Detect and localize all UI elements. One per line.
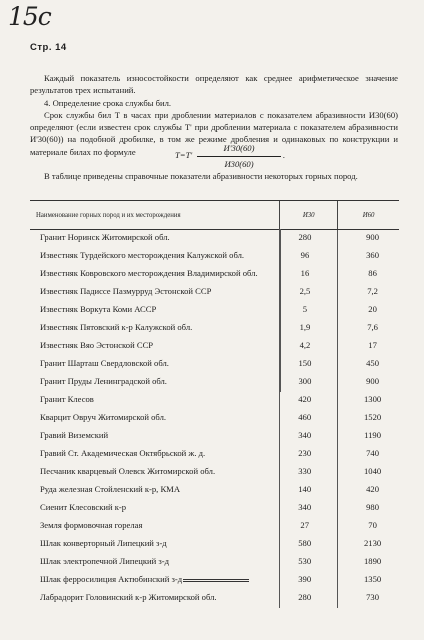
table-row xyxy=(30,230,399,249)
page-number-label: Стр. 14 xyxy=(30,42,67,53)
i30-cell: 150 xyxy=(280,356,338,374)
table-row xyxy=(30,302,399,320)
i30-cell: 96 xyxy=(280,248,338,266)
abrasiveness-table xyxy=(30,200,399,608)
table-row xyxy=(30,320,399,338)
table-row xyxy=(30,428,399,446)
table-row xyxy=(30,410,399,428)
i60-cell: 740 xyxy=(338,446,399,464)
formula-lhs: T=T' xyxy=(175,150,193,160)
i30-cell: 230 xyxy=(280,446,338,464)
header-i60: И60 xyxy=(338,201,399,230)
i60-cell: 86 xyxy=(338,266,399,284)
formula-numerator: И'30(60) xyxy=(223,143,255,153)
i60-cell: 1190 xyxy=(338,428,399,446)
i30-cell: 16 xyxy=(280,266,338,284)
table-row xyxy=(30,266,399,284)
i60-cell: 7,2 xyxy=(338,284,399,302)
table-header-row xyxy=(30,201,399,230)
i30-cell: 5 xyxy=(280,302,338,320)
rock-name-cell: Известняк Вяо Эстонской ССР xyxy=(40,340,154,350)
table-row xyxy=(30,356,399,374)
i30-cell: 4,2 xyxy=(280,338,338,356)
table-row xyxy=(30,446,399,464)
i30-cell: 580 xyxy=(280,536,338,554)
table-row xyxy=(30,518,399,536)
i30-cell: 140 xyxy=(280,482,338,500)
i30-cell: 390 xyxy=(280,572,338,590)
table-row xyxy=(30,248,399,266)
rock-name-cell: Известняк Падиссе Пазмурруд Эстонской ССР xyxy=(40,286,212,296)
i60-cell: 1300 xyxy=(338,392,399,410)
service-life-formula xyxy=(175,143,295,173)
i60-cell: 980 xyxy=(338,500,399,518)
rock-name-cell: Руда железная Стойленский к-р, КМА xyxy=(40,484,181,494)
rock-name-cell: Гранит Клесов xyxy=(40,394,94,404)
section-heading-service-life: 4. Определение срока службы бил. xyxy=(44,98,172,108)
i60-cell: 1040 xyxy=(338,464,399,482)
i60-cell: 1890 xyxy=(338,554,399,572)
rock-name-cell: Кварцит Овруч Житомирской обл. xyxy=(40,412,167,422)
i30-cell: 420 xyxy=(280,392,338,410)
header-i30: И30 xyxy=(280,201,338,230)
i60-cell: 450 xyxy=(338,356,399,374)
i30-cell: 2,5 xyxy=(280,284,338,302)
paragraph-wear-resistance: Каждый показатель износостойкости определяют как среднее арифметическое значение результатов трех испытаний. xyxy=(30,73,398,96)
i60-cell: 2130 xyxy=(338,536,399,554)
table-row xyxy=(30,338,399,356)
i60-cell: 17 xyxy=(338,338,399,356)
rock-name-cell: Сиенит Клесовский к-р xyxy=(40,502,127,512)
i30-cell: 280 xyxy=(280,590,338,608)
i60-cell: 7,6 xyxy=(338,320,399,338)
header-rock-name: Наименование горных пород и их месторождения xyxy=(30,201,280,230)
i60-cell: 730 xyxy=(338,590,399,608)
formula-end: . xyxy=(283,150,286,160)
i30-cell: 340 xyxy=(280,500,338,518)
rock-name-cell: Известняк Пятовский к-р Калужской обл. xyxy=(40,322,193,332)
rock-name-cell: Шлак ферросилиция Актюбинский з-д xyxy=(40,574,183,584)
rock-name-cell: Гравий Ст. Академическая Октябрьской ж. д. xyxy=(40,448,206,458)
rock-name-cell: Гранит Норинск Житомирской обл. xyxy=(40,232,170,242)
i30-cell: 300 xyxy=(280,374,338,392)
table-row xyxy=(30,554,399,572)
rock-name-cell: Шлак электропечной Липецкий з-д xyxy=(40,556,170,566)
formula-fraction-bar xyxy=(197,156,281,157)
i60-cell: 1350 xyxy=(338,572,399,590)
paragraph-service-life-method: Срок службы бил T в часах при дроблении материалов с показателем абразивности И30(60) определяют (если известен срок службы T' при дроблении материала с показателем абразивности И'30(60)) на подобной дробилке, в том же режиме дробления и одинаковых по конструкции и материале билах по формуле xyxy=(30,110,398,157)
i60-cell: 70 xyxy=(338,518,399,536)
i60-cell: 900 xyxy=(338,374,399,392)
formula-denominator: И30(60) xyxy=(224,159,254,169)
i60-cell: 360 xyxy=(338,248,399,266)
i30-cell: 460 xyxy=(280,410,338,428)
i60-cell: 900 xyxy=(338,230,399,249)
i30-cell: 340 xyxy=(280,428,338,446)
rock-name-cell: Шлак конверторный Липецкий з-д xyxy=(40,538,167,548)
paragraph-table-intro: В таблице приведены справочные показатели абразивности некоторых горных пород. xyxy=(44,171,358,181)
table-row xyxy=(30,374,399,392)
i30-cell: 280 xyxy=(280,230,338,249)
table-row xyxy=(30,500,399,518)
i30-cell: 330 xyxy=(280,464,338,482)
rock-name-cell: Известняк Ковровского месторождения Владимирской обл. xyxy=(40,268,258,278)
table-row xyxy=(30,464,399,482)
table-row xyxy=(30,392,399,410)
i60-cell: 1520 xyxy=(338,410,399,428)
rock-name-cell: Известняк Воркута Коми АССР xyxy=(40,304,157,314)
table-row xyxy=(30,482,399,500)
i30-cell: 1,9 xyxy=(280,320,338,338)
rock-name-cell: Гранит Шарташ Свердловской обл. xyxy=(40,358,169,368)
rock-name-cell: Песчаник кварцевый Олевск Житомирской обл. xyxy=(40,466,216,476)
i60-cell: 20 xyxy=(338,302,399,320)
table-row xyxy=(30,284,399,302)
end-rule xyxy=(183,579,249,582)
rock-name-cell: Земля формовочная горелая xyxy=(40,520,143,530)
handwritten-page-mark: 15c xyxy=(8,2,51,31)
i30-cell: 530 xyxy=(280,554,338,572)
rock-name-cell: Известняк Турдейского месторождения Калужской обл. xyxy=(40,250,245,260)
rock-name-cell: Гранит Пруды Ленинградской обл. xyxy=(40,376,167,386)
table-row xyxy=(30,536,399,554)
rock-name-cell: Лабрадорит Головинский к-р Житомирской обл. xyxy=(40,592,217,602)
i60-cell: 420 xyxy=(338,482,399,500)
i30-cell: 27 xyxy=(280,518,338,536)
rock-name-cell: Гравий Виземский xyxy=(40,430,109,440)
table-row xyxy=(30,590,399,608)
